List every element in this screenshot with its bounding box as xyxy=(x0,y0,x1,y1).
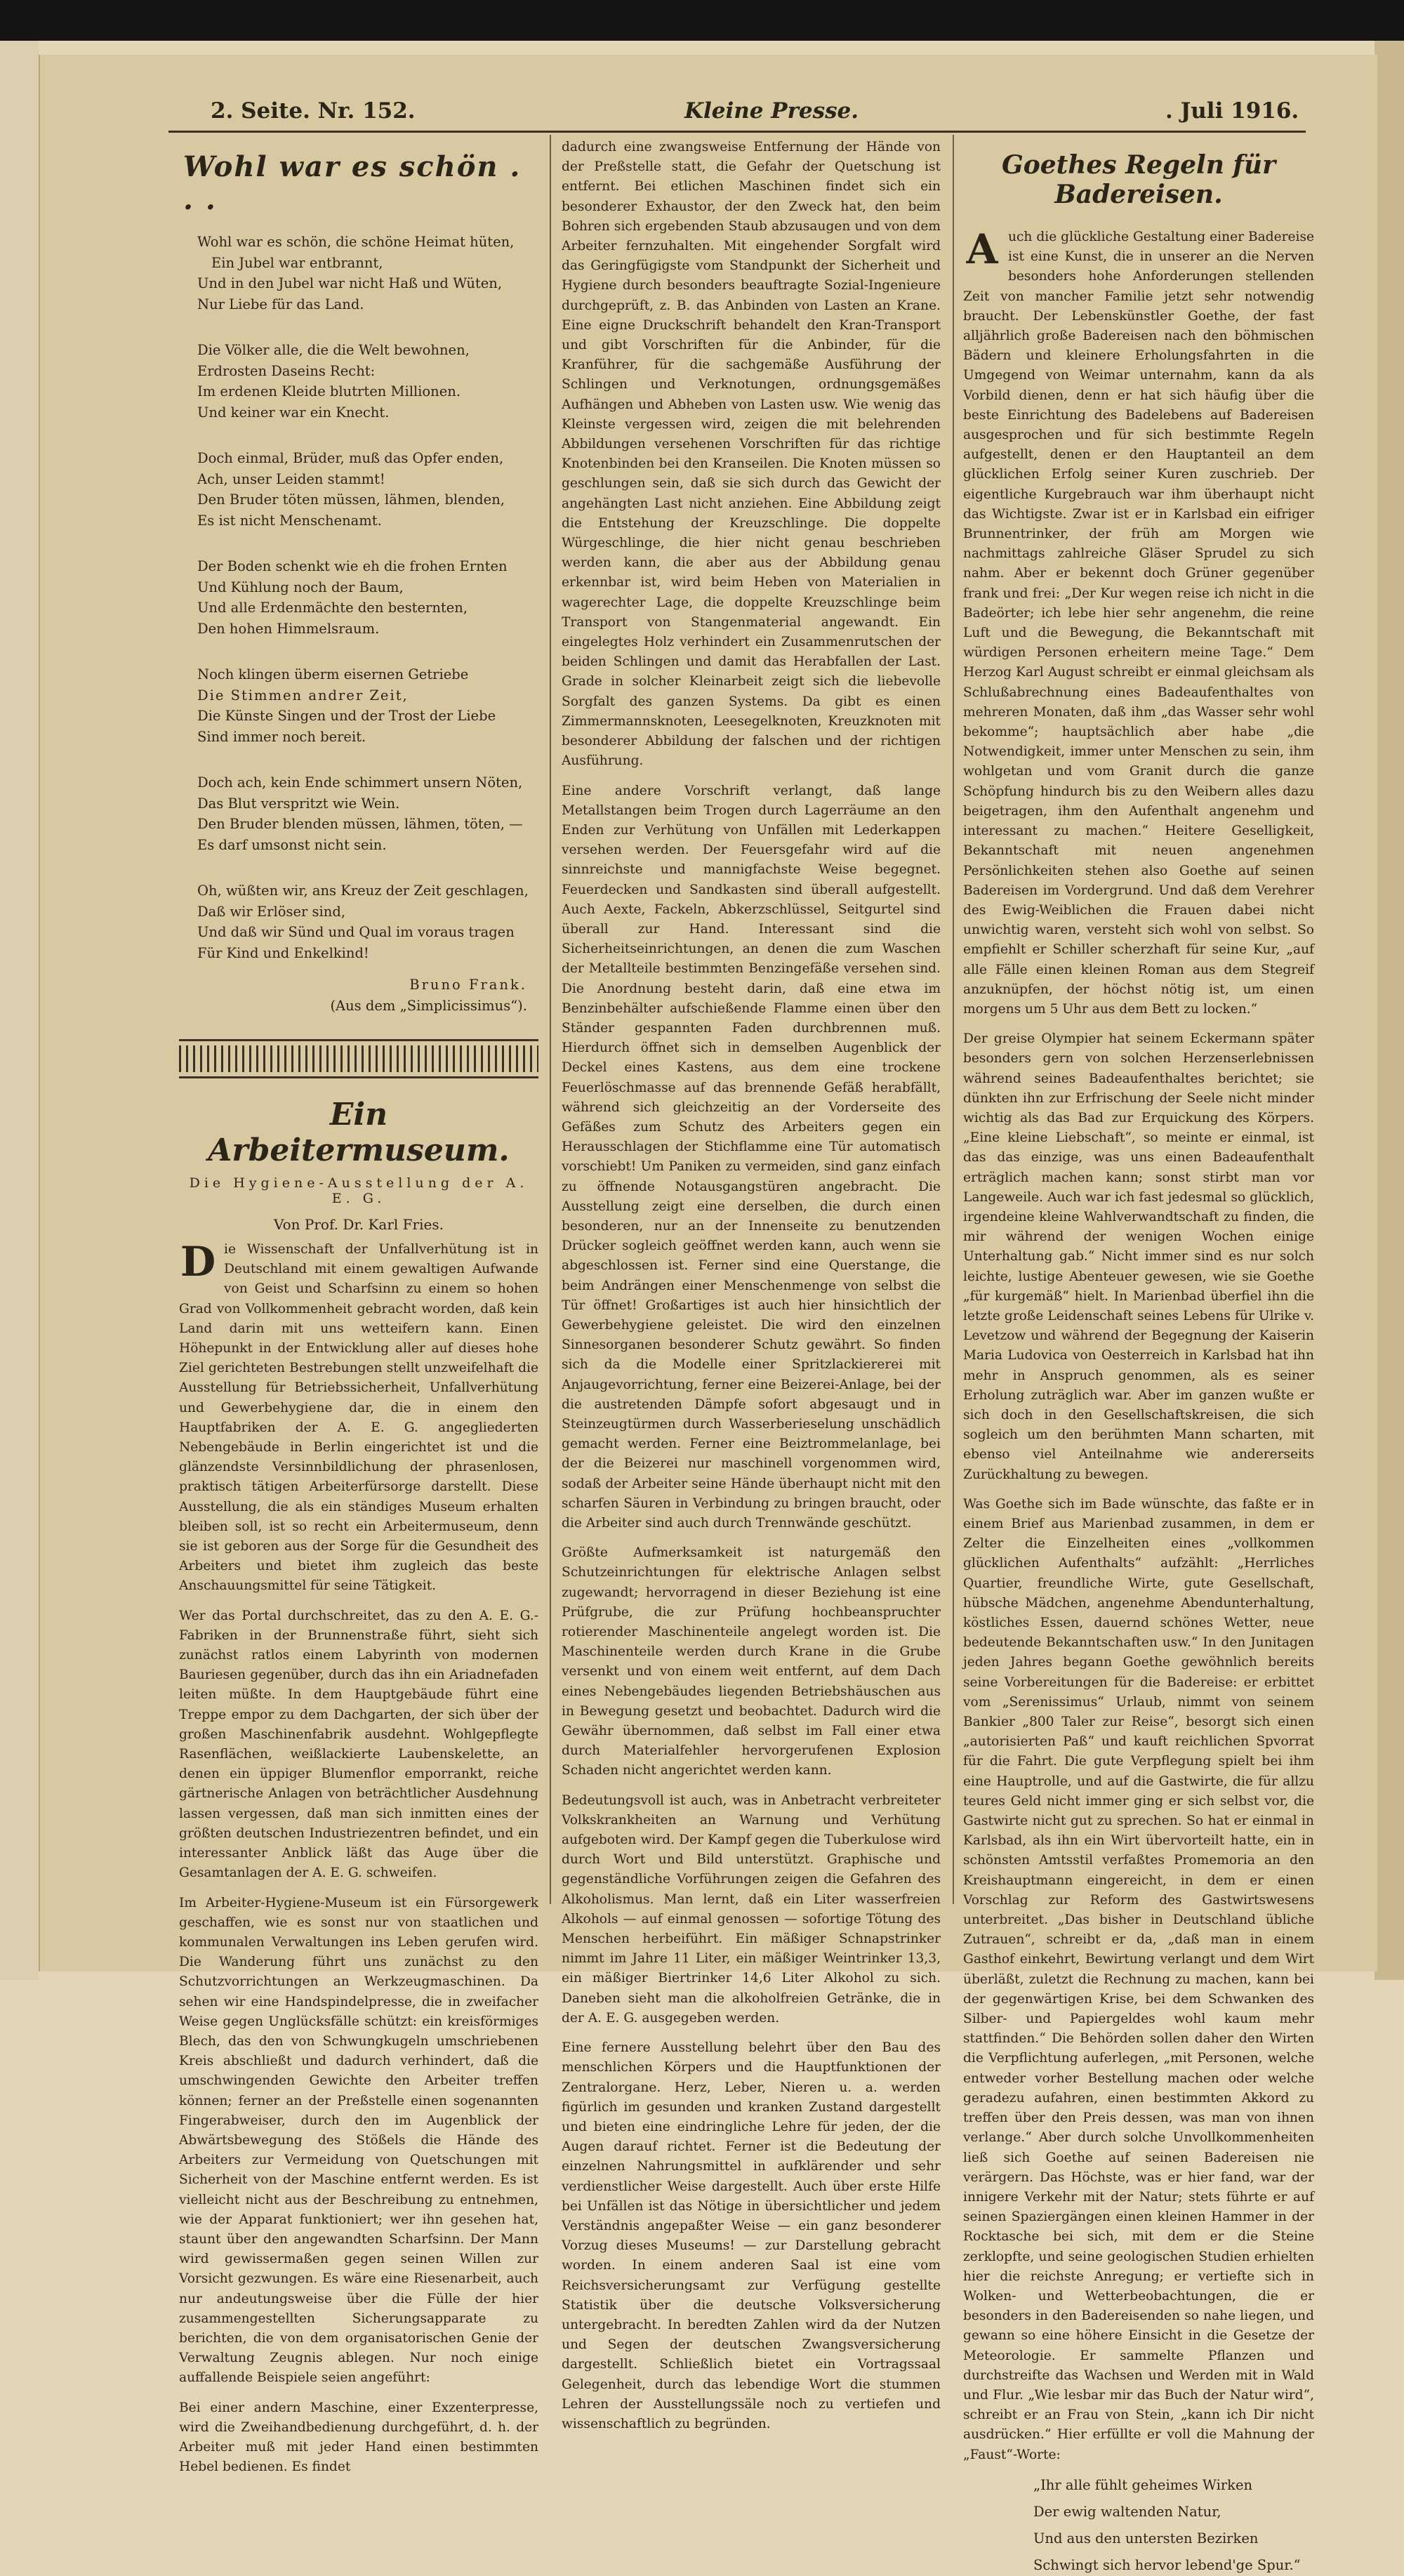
poem-line: Die Künste Singen und der Trost der Liebe xyxy=(197,708,496,724)
column-2 xyxy=(562,138,941,2431)
article-paragraph: Im Arbeiter-Hygiene-Museum ist ein Fürsorgewerk geschaffen, wie es sonst nur von staatlichen und kommunalen Verwaltungen ins Leben gerufen wird. Die Wanderung führt uns zunächst zu den Schutzvorrichtungen an Werkzeugmaschinen. Da sehen wir eine Handspindelpresse, die in zweifacher Weise gegen Unglücksfälle schützt: ein kreisförmiges Blech, das den von Schwungkugeln umschriebenen Kreis abschließt und dadurch verhindert, daß die umschwingenden Gewichte den Arbeiter treffen können; ferner an der Preßstelle einen sogenannten Fingerabweiser, durch den im Augenblick der Abwärtsbewegung des Stößels die Hände des Arbeiters zur Vermeidung von Quetschungen mit Sicherheit von der Maschine entfernt werden. Es ist vielleicht nicht aus der Beschreibung zu entnehmen, wie der Apparat funktioniert; wer ihn gesehen hat, staunt über den angewandten Scharfsinn. Der Mann wird gewissermaßen gegen seinen Willen zur Vorsicht gezwungen. Es wäre eine Riesenarbeit, auch nur andeutungsweise über die Fülle der hier zusammengestellten Sicherungsapparate zu berichten, die von dem organisatorischen Genie der Verwaltung Zeugnis ablegen. Nur noch einige auffallende Beispiele seien angeführt: xyxy=(179,1895,538,2386)
article-paragraph: Wer das Portal durchschreitet, das zu den A. E. G.-Fabriken in der Brunnenstraße führt, sieht sich zunächst ratlos einem Labyrinth von modernen Bauriesen gegenüber, durch das ihn ein Ariadnefaden leiten müßte. In dem Hauptgebäude führt eine Treppe empor zu dem Dachgarten, der sich über der großen Maschinenfabrik ausdehnt. Wohlgepflegte Rasenflächen, weißlackierte Laubenskelette, an denen ein üppiger Blumenflor emporrankt, reiche gärtnerische Anlagen von beträchtlicher Ausdehnung lassen vergessen, daß man sich inmitten eines der größten deutschen Industriezentren befindet, und ein interessanter Anblick läßt das Auge über die Gesamtanlagen der A. E. G. schweifen. xyxy=(179,1608,538,1881)
poem-stanza xyxy=(197,232,538,315)
poem-line: Und in den Jubel war nicht Haß und Wüten, xyxy=(197,275,503,291)
scan-background-right xyxy=(1375,41,1404,1980)
poem-line: Doch einmal, Brüder, muß das Opfer enden, xyxy=(197,450,504,466)
article-byline: Von Prof. Dr. Karl Fries. xyxy=(274,1216,444,1233)
article-paragraph: Auch die glückliche Gestaltung einer Badereise ist eine Kunst, die in unserer an die Nerven besonders hohe Anforderungen stellenden Zeit von mancher Familie jetzt sehr notwendig braucht. Der Lebenskünstler Goethe, der fast alljährlich große Badereisen nach den böhmischen Bädern und kleinere Erholungsfahrten in die Umgegend von Weimar unternahm, kann da als Vorbild dienen, denn er hat sich häufig über die beste Einrichtung des Badelebens auf Badereisen ausgesprochen und für sich bestimmte Regeln aufgestellt, denen er den Hauptanteil an dem glücklichen Erfolg seiner Kuren zuschrieb. Der eigentliche Kurgebrauch war ihm überhaupt nicht das Wichtigste. Zwar ist er in Karlsbad ein eifriger Brunnentrinker, der früh am Morgen wie nachmittags zahlreiche Gläser Sprudel zu sich nahm. Aber er bekennt doch Grüner gegenüber frank und frei: „Der Kur wegen reise ich nicht in die Badeörter; ich lebe hier sehr angenehm, die reine Luft und die Bewegung, die Bekanntschaft mit würdigen Personen erheitern meine Tage.“ Dem Herzog Karl August schreibt er einmal gleichsam als Schlußabrechnung eines Badeaufenthaltes von mehreren Monaten, daß ihm „das Wasser sehr wohl bekomme“; hauptsächlich aber habe „die Notwendigkeit, immer unter Menschen zu sein, ihm wohlgetan und vom Granit durch die ganze Schöpfung hindurch bis zu den Weibern alles dazu beigetragen, ihm den Aufenthalt angenehm und interessant zu machen.“ Heitere Geselligkeit, Bekanntschaft mit neuen angenehmen Persönlichkeiten stehen also Goethe auf seinen Badereisen im Vordergrund. Und daß dem Verehrer des Ewig-Weiblichen die Frauen dabei nicht unwichtig waren, versteht sich wohl von selbst. So empfiehlt er Schiller scherzhaft für seine Kur, „auf alle Fälle einen kleinen Roman aus dem Stegreif anzuknüpfen, der höchst nötig ist, um einen morgens um 5 Uhr aus dem Bett zu locken.“ xyxy=(963,225,1314,1017)
poem-stanza xyxy=(197,556,538,639)
article-title: Goethes Regeln für Badereisen. xyxy=(1001,150,1276,209)
header-rule xyxy=(168,131,1306,133)
poem-stanza xyxy=(197,448,538,531)
newspaper-title: Kleine Presse. xyxy=(684,98,859,124)
page-number: 2. Seite. Nr. 152. xyxy=(211,98,416,124)
poem-line: Daß wir Erlöser sind, xyxy=(197,903,346,920)
poem-line: Sind immer noch bereit. xyxy=(197,728,366,745)
poem-line: Im erdenen Kleide blutrten Millionen. xyxy=(197,383,461,399)
column-3 xyxy=(963,138,1314,2573)
poem-line: Nur Liebe für das Land. xyxy=(197,296,364,312)
poem-source: (Aus dem „Simplicissimus“). xyxy=(330,998,527,1014)
article-subtitle: Die Hygiene-Ausstellung der A. E. G. xyxy=(189,1175,529,1206)
article-paragraph: Bedeutungsvoll ist auch, was in Anbetracht verbreiteter Volkskrankheiten an Warnung und Verhütung aufgeboten wird. Der Kampf gegen die Tuberkulose wird durch Wort und Bild unterstützt. Graphische und gegenständliche Vorführungen zeigen die Gefahren des Alkoholismus. Man lernt, daß ein Liter wasserfreien Alkohols — auf einmal genossen — sofortige Tötung des Menschen herbeiführt. Ein mäßiger Schnapstrinker nimmt im Jahre 11 Liter, ein mäßiger Weintrinker 13,3, ein mäßiger Biertrinker 14,6 Liter Alkohol zu sich. Daneben sieht man die alkoholfreien Getränke, die in der A. E. G. ausgegeben werden. xyxy=(562,1792,941,2026)
quote-line: Schwingt sich hervor lebend'ge Spur.“ xyxy=(1033,2556,1301,2573)
drop-cap-initial: D xyxy=(180,1238,216,1286)
quote-line: „Ihr alle fühlt geheimes Wirken xyxy=(1033,2476,1253,2493)
column-1 xyxy=(179,138,538,2475)
ornamental-divider xyxy=(179,1039,538,1078)
quote-line: Der ewig waltenden Natur, xyxy=(1033,2503,1221,2520)
column-divider xyxy=(550,135,551,1904)
poem-line: Den Bruder töten müssen, lähmen, blenden, xyxy=(197,491,505,508)
poem-line: Ein Jubel war entbrannt, xyxy=(211,254,383,271)
article-paragraph: Die Wissenschaft der Unfallverhütung ist in Deutschland mit einem gewaltigen Aufwande von Geist und Scharfsinn zu einem so hohen Grad von Vollkommenheit gebracht worden, daß kein Land darin mit uns wetteifern kann. Einen Höhepunkt in der Entwicklung aller auf dieses hohe Ziel gerichteten Bestrebungen stellt unzweifelhaft die Ausstellung für Betriebssicherheit, Unfallverhütung und Gewerbehygiene dar, die in einem den Hauptfabriken der A. E. G. angegliederten Nebengebäude in Berlin eingerichtet ist und die glänzendste Versinnbildlichung der phrasenlosen, praktisch tätigen Arbeiterfürsorge darstellt. Diese Ausstellung, die als ein ständiges Museum erhalten bleiben soll, ist so recht ein Arbeitermuseum, denn sie ist geboren aus der Sorge für die Gesundheit des Arbeiters und bietet ihm zugleich das beste Anschauungsmittel für seine Tätigkeit. xyxy=(179,1238,538,1594)
poem-line: Den Bruder blenden müssen, lähmen, töten, — xyxy=(197,816,523,832)
article-paragraph: Größte Aufmerksamkeit ist naturgemäß den Schutzeinrichtungen für elektrische Anlagen selbst zugewandt; hervorragend in dieser Beziehung ist eine Prüfgrube, die zur Prüfung hochbeanspruchter rotierender Maschinenteile angelegt worden ist. Die Maschinenteile werden durch Krane in die Grube versenkt und von einem weit entfernt, auf dem Dach eines Nebengebäudes liegenden Betriebshäuschen aus in Bewegung gesetzt und beobachtet. Dadurch wird die Gewähr übernommen, daß selbst im Fall einer etwa durch Materialfehler hervorgerufenen Explosion Schaden nicht angerichtet werden kann. xyxy=(562,1545,941,1778)
column-divider xyxy=(953,135,954,1904)
poem-stanza xyxy=(197,340,538,423)
poem-line: Und daß wir Sünd und Qual im voraus tragen xyxy=(197,924,515,940)
poem-line: Wohl war es schön, die schöne Heimat hüten, xyxy=(197,234,515,250)
poem-line: Es ist nicht Menschenamt. xyxy=(197,512,382,529)
poem-line: Und Kühlung noch der Baum, xyxy=(197,579,404,595)
poem-title: Wohl war es schön . . . xyxy=(183,150,522,216)
article-paragraph: dadurch eine zwangsweise Entfernung der Hände von der Preßstelle statt, die Gefahr der Quetschung ist entfernt. Bei etlichen Maschinen findet sich ein besonderer Exhaustor, der den Zweck hat, den beim Bohren sich ergebenden Staub abzusaugen und von dem Arbeiter fernzuhalten. Mit eingehender Sorgfalt wird das Geringfügigste vom Standpunkt der Sicherheit und Hygiene durch besonders beauftragte Sozial-Ingenieure durchgeprüft, z. B. das Anbinden von Lasten an Krane. Eine eigne Druckschrift behandelt den Kran-Transport und gibt Vorschriften für die Anbinder, für die Kranführer, für die sachgemäße Ausführung der Schlingen und Verknotungen, ordnungsgemäßes Aufhängen und Abheben von Lasten usw. Wie wenig das Kleinste vergessen wird, zeigen die mit belehrenden Abbildungen versehenen Vorschriften für das richtige Knotenbinden bei den Kranseilen. Die Knoten müssen so geschlungen sein, daß sie sich durch das Gewicht der angehängten Last nicht anziehen. Eine Abbildung zeigt die Entstehung der Kreuzschlinge. Die doppelte Würgeschlinge, die hier nicht genau beschrieben werden kann, die aber aus der Abbildung genau erkennbar ist, wird beim Heben von Materialien in wagerechter Lage, die doppelte Kreuzschlinge beim Transport von Stangenmaterial angewandt. Ein eingelegtes Holz verhindert ein Zusammenrutschen der beiden Schlingen und damit das Herabfallen der Last. Grade in solcher Kleinarbeit zeigt sich die liebevolle Sorgfalt des ganzen Systems. Da gibt es einen Zimmermannsknoten, Leesegelknoten, Kreuzknoten mit besonderer Abbildung der falschen und der richtigen Ausführung. xyxy=(562,140,941,769)
scan-background-left xyxy=(0,41,39,1980)
poem-line: Die Stimmen andrer Zeit, xyxy=(197,687,409,704)
poem-line: Erdrosten Daseins Recht: xyxy=(197,362,376,379)
article-paragraph: Eine fernere Ausstellung belehrt über den Bau des menschlichen Körpers und die Hauptfunktionen der Zentralorgane. Herz, Leber, Nieren u. a. werden figürlich im gesunden und kranken Zustand dargestellt und bieten eine eindringliche Lehre für jeden, der die Augen darauf richtet. Ferner ist die Bedeutung der einzelnen Nahrungsmittel in aufklärender und sehr verdienstlicher Weise dargestellt. Auch über erste Hilfe bei Unfällen ist das Nötige in übersichtlicher und jedem Verständnis angepaßter Weise — ein ganz besonderer Vorzug dieses Museums! — zur Darstellung gebracht worden. In einem anderen Saal ist eine vom Reichsversicherungsamt zur Verfügung gestellte Statistik über die deutsche Volksversicherung untergebracht. In beredten Zahlen wird da der Nutzen und Segen der deutschen Zwangsversicherung dargestellt. Schließlich bietet ein Vortragssaal Gelegenheit, durch das lebendige Wort die stummen Lehren der Ausstellungssäle noch zu vertiefen und wissenschaftlich zu begründen. xyxy=(562,2040,941,2431)
article-paragraph: Der greise Olympier hat seinem Eckermann später besonders gern von solchen Herzenserlebnissen während seines Badeaufenthaltes berichtet; sie dünkten ihn zur Erfrischung der Seele nicht minder wichtig als das Bad zur Erquickung des Körpers. „Eine kleine Liebschaft“, so meinte er einmal, ist das das einzige, was uns einen Badeaufenthalt erträglich machen kann; sonst stirbt man vor Langeweile. Auch war ich fast jedesmal so glücklich, irgendeine kleine Wahlverwandtschaft zu finden, die mir während der wenigen Wochen einige Unterhaltung gab.“ Nicht immer sind es nur solch leichte, lustige Abenteuer gewesen, wie sie Goethe „für kurgemäß“ hielt. In Marienbad überfiel ihn die letzte große Leidenschaft seines Lebens für Ulrike v. Levetzow und während der Begegnung der Kaiserin Maria Ludovica von Oesterreich in Karlsbad hat ihn mehr in Anspruch genommen, als es seiner Erholung zuträglich war. Aber im ganzen wußte er sich doch in den Gesellschaftskreisen, die sich sogleich um den berühmten Mann scharten, mit ebenso viel Anteilnahme wie andererseits Zurückhaltung zu bewegen. xyxy=(963,1031,1314,1482)
poem-line: Und keiner war ein Knecht. xyxy=(197,404,390,421)
article-paragraph: Was Goethe sich im Bade wünschte, das faßte er in einem Brief aus Marienbad zusammen, in dem er Zelter die Einzelheiten eines „vollkommen glücklichen Aufenthalts“ aufzählt: „Herrliches Quartier, freundliche Wirte, gute Gesellschaft, hübsche Mädchen, angenehme Abendunterhaltung, köstliches Essen, dauernd schönes Wetter, neue bedeutende Bekanntschaften usw.“ In den Junitagen jeden Jahres begann Goethe gewöhnlich bereits seine Vorbereitungen für die Badereise: er erbittet vom „Serenissimus“ Urlaub, nimmt von seinem Bankier „800 Taler zur Reise“, besorgt sich einen „autorisierten Paß“ und kauft reichlichen Spvorrat für die Fahrt. Die gute Verpflegung spielt bei ihm eine Hauptrolle, und auf die Gastwirte, die für allzu teures Geld nicht immer ging er sich selbst vor, die Gastwirte nicht gut zu sprechen. So hat er einmal in Karlsbad, als ihn ein Wirt übervorteilt hatte, ein in schönsten Amtsstil verfaßtes Promemoria an den Kreishauptmann eingereicht, in dem er einen Vorschlag zur Reform des Gastwirtswesens unterbreitet. „Das bisher in Deutschland übliche Zutrauen“, schreibt er da, „daß man in einem Gasthof einkehrt, Bewirtung verlangt und dem Wirt überläßt, zuletzt die Rechnung zu machen, kann bei der gegenwärtigen Krise, bei dem Schwanken des Silber- und Papiergeldes wohl kaum mehr stattfinden.“ Die Behörden sollen daher den Wirten die Verpflichtung auferlegen, „mit Personen, welche entweder vorher Bestellung machen oder welche geradezu aufahren, einen bestimmten Akkord zu treffen über den Preis dessen, was man von ihnen verlange.“ Aber durch solche Unvollkommenheiten ließ sich Goethe auf seinen Badereisen nie verärgern. Das Höchste, was er hier fand, war der innigere Verkehr mit der Natur; stets führte er auf seinen Spaziergängen einen kleinen Hammer in der Rocktasche bei sich, mit dem er die Steine zerklopfte, und seine geologischen Studien erhielten hier die reichste Anregung; er vertiefte sich in Wolken- und Wetterbeobachtungen, die er besonders in den Badereisenden so nahe liegen, und gewann so eine höhere Einsicht in die Gesetze der Meteorologie. Er sammelte Pflanzen und durchstreifte das Wachsen und Werden mit in Wald und Flur. „Wie lesbar mir das Buch der Natur wird“, schreibt er an Frau von Stein, „kann ich Dir nicht ausdrücken.“ Hier erfüllte er voll die Mahnung der „Faust“-Worte: xyxy=(963,1496,1314,2462)
poem-line: Ach, unser Leiden stammt! xyxy=(197,470,385,487)
poem-line: Und alle Erdenmächte den besternten, xyxy=(197,600,468,616)
poem-line: Es darf umsonst nicht sein. xyxy=(197,836,387,853)
article-paragraph: Eine andere Vorschrift verlangt, daß lange Metallstangen beim Trogen durch Lagerräume an den Enden zur Verhütung von Unfällen mit Lederkappen versehen werden. Der Feuersgefahr wird auf die sinnreichste und mannigfachste Weise begegnet. Feuerdecken und Sandkasten sind überall aufgestellt. Auch Aexte, Fackeln, Abkerzschlüssel, Seitgurtel sind überall zur Hand. Interessant sind die Sicherheitseinrichtungen, an denen die zum Waschen der Metallteile bestimmten Benzingefäße versehen sind. Die Anordnung besteht darin, daß eine etwa im Benzinbehälter aufschießende Flamme einen über den Ständer gespannten Faden durchbrennen muß. Hierdurch öffnet sich in demselben Augenblick der Deckel eines Kastens, aus dem eine trockene Feuerlöschmasse auf das brennende Gefäß herabfällt, während sich gleichzeitig an der Vorderseite des Gefäßes zum Schutz des Arbeiters gegen ein Herausschlagen der Stichflamme eine Tür automatisch vorschiebt! Um Paniken zu vermeiden, sind ganz einfach zu öffnende Notausgangstüren angebracht. Die Ausstellung zeigt eine derselben, die durch einen besonderen, nur an der Innenseite zu benutzenden Drücker sogleich geöffnet werden kann, auch wenn sie abgeschlossen ist. Ferner sind eine Querstange, die beim Andrängen einer Menschenmenge von selbst die Tür öffnet! Großartiges ist auch hier hinsichtlich der Gewerbehygiene geleistet. Die wird den einzelnen Sinnesorganen besonderer Schutz gewährt. So finden sich da die Modelle einer Spritzlackiererei mit Anjaugevorrichtung, ferner eine Beizerei-Anlage, bei der die austretenden Dämpfe sofort abgesaugt und in Steinzeugtürmen durch Wasserberieselung unschädlich gemacht werden. Ferner eine Beiztrommelanlage, bei der die Beizerei nur maschinell vorgenommen wird, sodaß der Arbeiter seine Hände überhaupt nicht mit den scharfen Säuren in Verbindung zu bringen braucht, oder die Arbeiter sind auch durch Trennwände geschützt. xyxy=(562,783,941,1531)
quote-line: Und aus den untersten Bezirken xyxy=(1033,2530,1259,2547)
poem-stanza xyxy=(197,664,538,747)
poem-author: Bruno Frank. xyxy=(409,977,527,993)
poem-line: Oh, wüßten wir, ans Kreuz der Zeit geschlagen, xyxy=(197,883,529,899)
poem-stanza xyxy=(197,880,538,963)
article-paragraph: Bei einer andern Maschine, einer Exzenterpresse, wird die Zweihandbedienung durchgeführt, d. h. der Arbeiter muß mit jeder Hand einen bestimmten Hebel bedienen. Es findet xyxy=(179,2400,538,2475)
drop-cap-initial: A xyxy=(966,225,998,273)
poem-line: Noch klingen überm eisernen Getriebe xyxy=(197,666,469,682)
article-title: Ein Arbeitermuseum. xyxy=(208,1097,510,1168)
issue-date: . Juli 1916. xyxy=(1165,98,1299,124)
scan-background-top xyxy=(0,0,1404,41)
poem-line: Der Boden schenkt wie eh die frohen Ernten xyxy=(197,558,508,574)
poem-line: Die Völker alle, die die Welt bewohnen, xyxy=(197,342,470,358)
poem-stanza xyxy=(197,772,538,855)
poem-line: Doch ach, kein Ende schimmert unsern Nöten, xyxy=(197,774,523,791)
poem-line: Für Kind und Enkelkind! xyxy=(197,944,369,961)
poem-body xyxy=(197,232,538,963)
poem-line: Das Blut verspritzt wie Wein. xyxy=(197,795,400,812)
faust-quote xyxy=(963,2475,1314,2576)
poem-line: Den hohen Himmelsraum. xyxy=(197,620,380,637)
